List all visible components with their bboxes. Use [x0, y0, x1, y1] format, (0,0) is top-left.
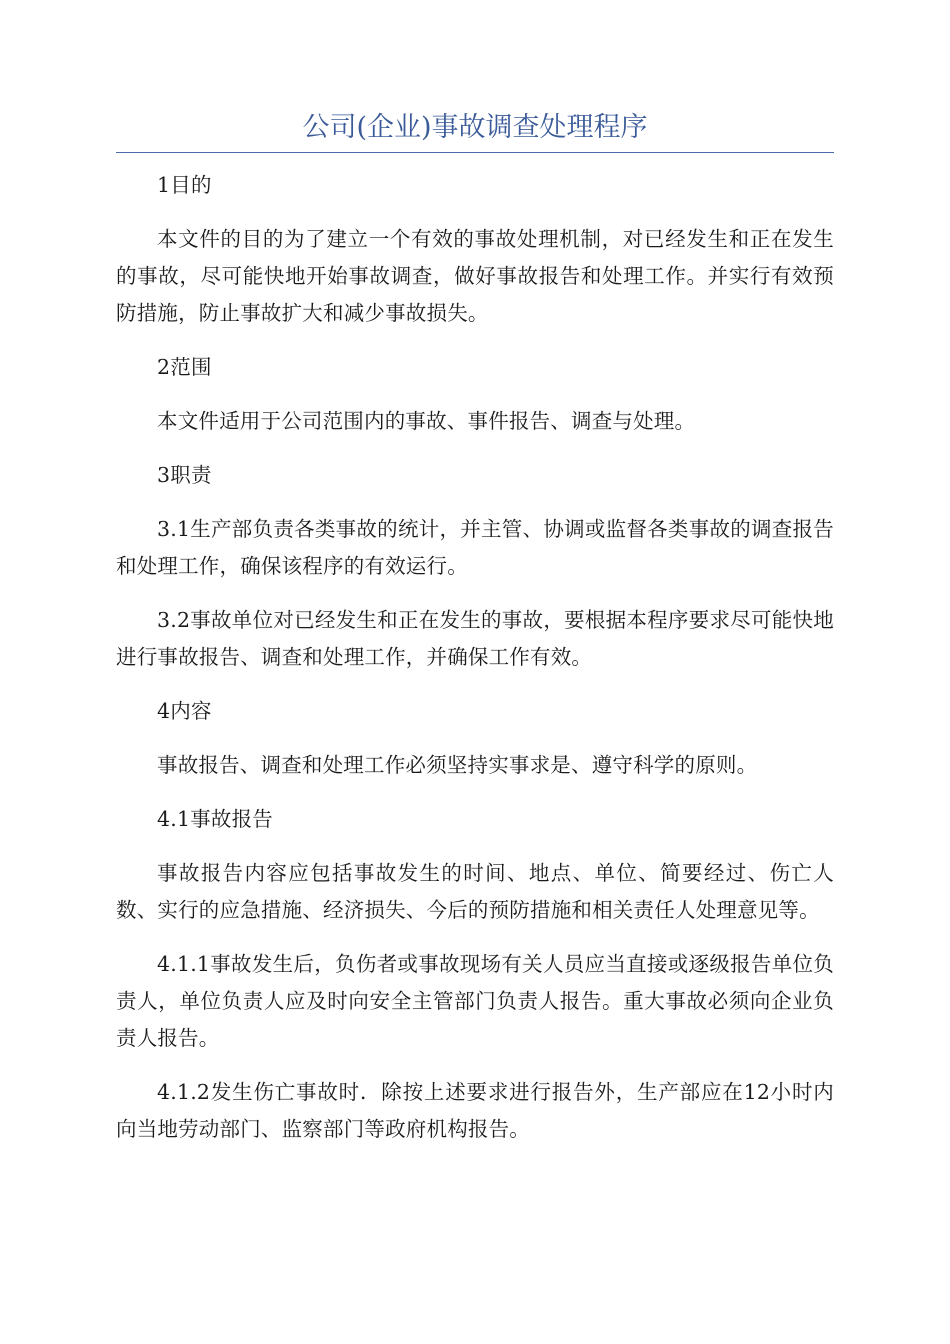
section-heading-scope: 2范围: [157, 355, 212, 379]
title-underline-divider: [116, 152, 834, 153]
document-page: [116, 108, 834, 1165]
paragraph-report-4-1-1: 4.1.1事故发生后，负伤者或事故现场有关人员应当直接或逐级报告单位负责人，单位负责人应及时向安全主管部门负责人报告。重大事故必须向企业负责人报告。: [116, 952, 834, 1050]
paragraph-responsibility-3-1: 3.1生产部负责各类事故的统计，并主管、协调或监督各类事故的调查报告和处理工作，确保该程序的有效运行。: [116, 517, 834, 578]
paragraph-content-principle: 事故报告、调查和处理工作必须坚持实事求是、遵守科学的原则。: [157, 753, 758, 777]
document-title: 公司(企业)事故调查处理程序: [302, 112, 648, 143]
section-heading-content: 4内容: [157, 699, 212, 723]
paragraph-scope: 本文件适用于公司范围内的事故、事件报告、调查与处理。: [157, 409, 696, 433]
paragraph-purpose: 本文件的目的为了建立一个有效的事故处理机制，对已经发生和正在发生的事故，尽可能快地开始事故调查，做好事故报告和处理工作。并实行有效预防措施，防止事故扩大和减少事故损失。: [116, 227, 834, 325]
section-heading-purpose: 1目的: [157, 173, 212, 197]
section-heading-accident-report: 4.1事故报告: [157, 807, 274, 831]
paragraph-report-4-1-2: 4.1.2发生伤亡事故时．除按上述要求进行报告外，生产部应在12小时内向当地劳动部门、监察部门等政府机构报告。: [116, 1080, 834, 1141]
paragraph-report-content: 事故报告内容应包括事故发生的时间、地点、单位、简要经过、伤亡人数、实行的应急措施、经济损失、今后的预防措施和相关责任人处理意见等。: [116, 861, 834, 922]
section-heading-responsibilities: 3职责: [157, 463, 212, 487]
paragraph-responsibility-3-2: 3.2事故单位对已经发生和正在发生的事故，要根据本程序要求尽可能快地进行事故报告、调查和处理工作，并确保工作有效。: [116, 608, 834, 669]
